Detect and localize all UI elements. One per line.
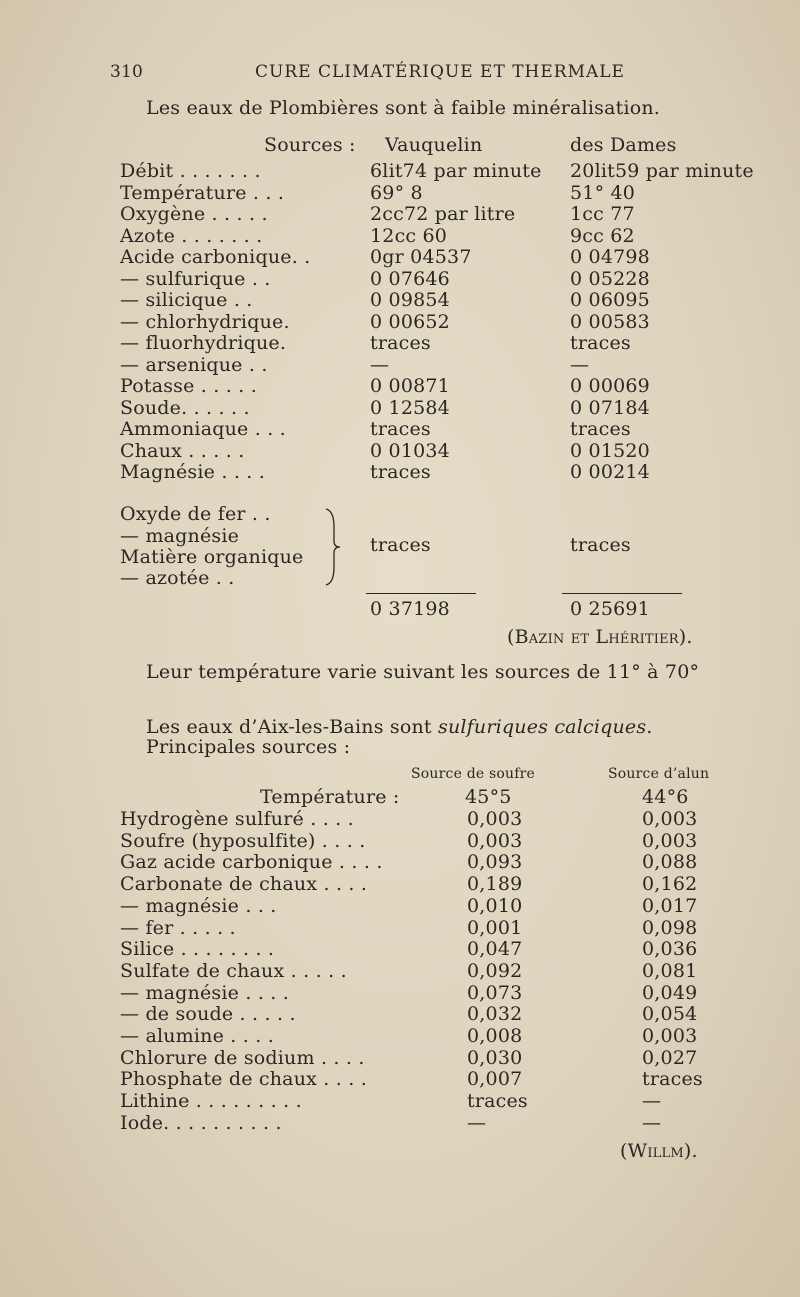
total-rule-2 (562, 593, 682, 594)
aix-row-soufre: — (467, 1111, 487, 1134)
aix-row-label: Phosphate de chaux . . . . (120, 1068, 367, 1091)
aix-row-soufre: traces (467, 1090, 528, 1113)
brace-icon (322, 507, 342, 587)
plombieres-row-vauquelin: 0gr 04537 (370, 246, 472, 268)
plombieres-row-label: Ammoniaque . . . (120, 418, 286, 440)
plombieres-row-des-dames: traces (570, 418, 631, 440)
plombieres-row-des-dames: traces (570, 332, 631, 354)
aix-row-alun: 0,162 (642, 873, 698, 896)
temp-alun: 44°6 (642, 786, 689, 808)
group-label-2: Matière organique (120, 546, 304, 568)
aix-row-label: Hydrogène sulfuré . . . . (120, 808, 354, 830)
plombieres-row-des-dames: 0 05228 (570, 267, 650, 290)
aix-row-soufre: 0,001 (467, 916, 523, 939)
plombieres-row-vauquelin: 0 00871 (370, 375, 450, 397)
plombieres-row-vauquelin: 12cc 60 (370, 224, 448, 247)
aix-row-alun: traces (642, 1068, 703, 1091)
plombieres-row-label: — arsenique . . (120, 353, 268, 376)
group-label-3: — azotée . . (120, 567, 235, 589)
plombieres-row-label: Débit . . . . . . . (120, 160, 261, 182)
group-label-0: Oxyde de fer . . (120, 503, 271, 525)
aix-row-soufre: 0,047 (467, 938, 523, 961)
aix-row-soufre: 0,189 (467, 873, 523, 896)
aix-row-alun: 0,003 (642, 808, 698, 830)
aix-row-label: Soufre (hyposulfite) . . . . (120, 829, 366, 852)
plombieres-row-des-dames: 1cc 77 (570, 203, 635, 225)
aix-row-alun: 0,054 (642, 1003, 698, 1026)
aix-row-alun: — (642, 1111, 662, 1134)
plombieres-row-label: Oxygène . . . . . (120, 203, 268, 225)
aix-row-label: Lithine . . . . . . . . . (120, 1090, 302, 1113)
aix-row-soufre: 0,030 (467, 1046, 523, 1069)
plombieres-row-des-dames: 51° 40 (570, 181, 636, 204)
col-source-soufre: Source de soufre (411, 766, 535, 782)
group-value-1: traces (370, 534, 431, 556)
aix-row-label: Carbonate de chaux . . . . (120, 873, 368, 896)
plombieres-row-vauquelin: traces (370, 461, 431, 483)
col-vauquelin: Vauquelin (385, 134, 483, 156)
group-label-1: — magnésie (120, 525, 240, 547)
aix-row-alun: — (642, 1090, 662, 1113)
aix-row-label: Gaz acide carbonique . . . . (120, 851, 383, 874)
aix-row-soufre: 0,007 (467, 1068, 523, 1091)
plombieres-row-des-dames: 0 00583 (570, 310, 650, 333)
aix-row-soufre: 0,032 (467, 1003, 523, 1026)
aix-row-label: — magnésie . . . . (120, 981, 290, 1004)
aix-row-label: — magnésie . . . (120, 894, 277, 917)
aix-intro (146, 716, 653, 738)
plombieres-intro: Les eaux de Plombières sont à faible minéralisation. (146, 97, 661, 119)
citation-bazin: (Bazin et Lhéritier). (507, 626, 693, 648)
plombieres-row-vauquelin: 0 00652 (370, 310, 450, 333)
plombieres-row-label: — chlorhydrique. (120, 310, 290, 333)
aix-row-label: — alumine . . . . (120, 1025, 274, 1047)
aix-row-label: — de soude . . . . . (120, 1003, 296, 1026)
aix-row-alun: 0,081 (642, 959, 698, 982)
plombieres-row-vauquelin: 0 09854 (370, 289, 450, 311)
plombieres-row-des-dames: 0 01520 (570, 439, 650, 462)
plombieres-row-des-dames: 0 00069 (570, 375, 650, 397)
plombieres-row-des-dames: — (570, 353, 590, 376)
aix-intro-prefix: Les eaux d’Aix-les-Bains sont (146, 716, 439, 738)
plombieres-row-des-dames: 9cc 62 (570, 224, 635, 247)
plombieres-row-label: — fluorhydrique. (120, 332, 287, 354)
aix-row-soufre: 0,073 (467, 981, 523, 1004)
aix-intro-italic: sulfuriques calciques. (438, 716, 653, 738)
plombieres-row-vauquelin: — (370, 353, 390, 376)
plombieres-row-label: — silicique . . (120, 289, 253, 311)
aix-row-soufre: 0,003 (467, 829, 523, 852)
plombieres-row-label: Acide carbonique. . (120, 246, 311, 268)
plombieres-row-des-dames: 20lit59 par minute (570, 160, 754, 182)
plombieres-row-label: Chaux . . . . . (120, 439, 245, 462)
group-value-2: traces (570, 534, 631, 556)
aix-row-soufre: 0,008 (467, 1025, 523, 1047)
aix-row-alun: 0,027 (642, 1046, 698, 1069)
plombieres-row-label: Soude. . . . . . (120, 396, 250, 419)
col-source-alun: Source d’alun (608, 766, 710, 782)
plombieres-row-label: Potasse . . . . . (120, 375, 257, 397)
plombieres-row-des-dames: 0 04798 (570, 246, 650, 268)
aix-row-alun: 0,088 (642, 851, 698, 874)
plombieres-row-label: Température . . . (120, 181, 285, 204)
plombieres-row-vauquelin: traces (370, 418, 431, 440)
total-rule-1 (366, 593, 476, 594)
temp-label: Température : (260, 786, 400, 808)
temperature-note: Leur température varie suivant les sources de 11° à 70° (146, 661, 700, 683)
aix-row-alun: 0,049 (642, 981, 698, 1004)
plombieres-row-label: Magnésie . . . . (120, 461, 266, 483)
aix-row-alun: 0,036 (642, 938, 698, 961)
aix-row-soufre: 0,092 (467, 959, 523, 982)
plombieres-row-vauquelin: traces (370, 332, 431, 354)
principales-sources: Principales sources : (146, 736, 351, 758)
plombieres-row-vauquelin: 0 01034 (370, 439, 450, 462)
plombieres-row-vauquelin: 0 07646 (370, 267, 450, 290)
plombieres-row-des-dames: 0 07184 (570, 396, 650, 419)
aix-row-label: Chlorure de sodium . . . . (120, 1046, 365, 1069)
running-title: CURE CLIMATÉRIQUE ET THERMALE (255, 62, 625, 82)
plombieres-row-vauquelin: 6lit74 par minute (370, 160, 542, 182)
plombieres-row-label: — sulfurique . . (120, 267, 271, 290)
aix-row-label: Iode. . . . . . . . . . (120, 1111, 282, 1134)
total-des-dames: 0 25691 (570, 598, 650, 620)
aix-row-alun: 0,003 (642, 1025, 698, 1047)
plombieres-row-vauquelin: 2cc72 par litre (370, 203, 516, 225)
aix-row-alun: 0,017 (642, 894, 698, 917)
aix-row-alun: 0,003 (642, 829, 698, 852)
total-vauquelin: 0 37198 (370, 598, 450, 620)
aix-row-soufre: 0,010 (467, 894, 523, 917)
aix-row-label: Sulfate de chaux . . . . . (120, 959, 347, 982)
citation-willm: (Willm). (620, 1140, 698, 1162)
plombieres-row-vauquelin: 69° 8 (370, 181, 423, 204)
plombieres-row-label: Azote . . . . . . . (120, 224, 263, 247)
aix-row-soufre: 0,093 (467, 851, 523, 874)
sources-label: Sources : (264, 134, 356, 156)
page-number: 310 (110, 62, 144, 82)
aix-row-label: Silice . . . . . . . . (120, 938, 275, 961)
plombieres-row-vauquelin: 0 12584 (370, 396, 450, 419)
plombieres-row-des-dames: 0 00214 (570, 461, 650, 483)
col-des-dames: des Dames (570, 134, 677, 156)
aix-row-alun: 0,098 (642, 916, 698, 939)
aix-row-label: — fer . . . . . (120, 916, 236, 939)
plombieres-row-des-dames: 0 06095 (570, 289, 650, 311)
temp-soufre: 45°5 (465, 786, 512, 808)
aix-row-soufre: 0,003 (467, 808, 523, 830)
